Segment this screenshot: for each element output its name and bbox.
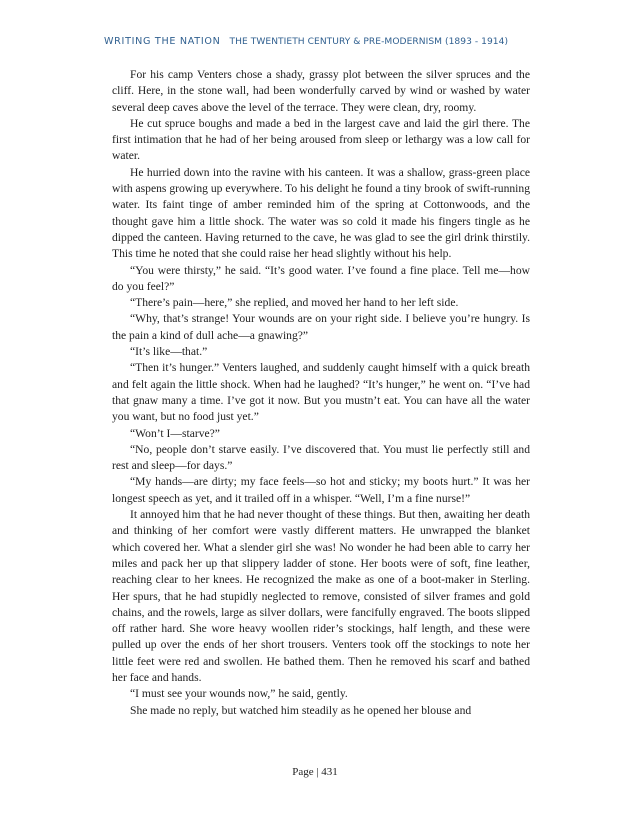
header-section: THE TWENTIETH CENTURY & PRE-MODERNISM (1893 - 1914) bbox=[229, 37, 509, 47]
running-header bbox=[104, 36, 544, 47]
paragraph: “You were thirsty,” he said. “It’s good water. I’ve found a fine place. Tell me—how do you feel?” bbox=[112, 263, 530, 293]
paragraph: He hurried down into the ravine with his canteen. It was a shallow, grass-green place with aspens growing up everywhere. To his delight he found a tiny brook of swift-running water. Its faint tinge of amber reminded him of the spring at Cottonwoods, and the thought gave him a little shock. The water was so cold it made his fingers tingle as he dipped the canteen. Having returned to the cave, he was glad to see the girl drink thirstily. This time he noted that she could raise her head slightly without his help. bbox=[112, 165, 530, 261]
paragraph: For his camp Venters chose a shady, grassy plot between the silver spruces and the cliff. Here, in the stone wall, had been wonderfully carved by wind or washed by water several deep caves above the level of the terrace. They were clean, dry, roomy. bbox=[112, 68, 530, 114]
paragraph: “Won’t I—starve?” bbox=[130, 426, 220, 440]
paragraph: “I must see your wounds now,” he said, gently. bbox=[130, 687, 348, 701]
paragraph: She made no reply, but watched him steadily as he opened her blouse and bbox=[130, 703, 472, 717]
header-series: WRITING THE NATION bbox=[104, 36, 221, 47]
paragraph: It annoyed him that he had never thought of these things. But then, awaiting her death and thinking of her comfort were vastly different matters. He unwrapped the blanket which covered her. What a slender girl she was! No wonder he had been able to carry her miles and pack her up that slippery ladder of stone. Her boots were of soft, fine leather, reaching clear to her knees. He recognized the make as one of a boot-maker in Sterling. Her spurs, that he had stupidly neglected to remove, consisted of silver frames and gold chains, and the rowels, large as silver dollars, were fancifully engraved. The boots slipped off rather hard. She wore heavy woollen rider’s stockings, half length, and these were pulled up over the ends of her short trousers. Venters took off the stockings to note her little feet were red and swollen. He bathed them. Then he removed his scarf and bathed her face and hands. bbox=[112, 508, 530, 684]
paragraph: “Then it’s hunger.” Venters laughed, and suddenly caught himself with a quick breath and felt again the little shock. When had he laughed? “It’s hunger,” he went on. “I’ve had that gnaw many a time. I’ve got it now. But you mustn’t eat. You can have all the water you want, but no food just yet.” bbox=[112, 361, 530, 424]
paragraph: “My hands—are dirty; my face feels—so hot and sticky; my boots hurt.” It was her longest speech as yet, and it trailed off in a whisper. “Well, I’m a fine nurse!” bbox=[112, 475, 530, 505]
paragraph: “Why, that’s strange! Your wounds are on your right side. I believe you’re hungry. Is the pain a kind of dull ache—a gnawing?” bbox=[112, 312, 530, 342]
page-number-footer: Page | 431 bbox=[292, 766, 338, 778]
paragraph: “It’s like—that.” bbox=[130, 345, 208, 359]
page-body-text bbox=[112, 67, 530, 719]
paragraph: He cut spruce boughs and made a bed in the largest cave and laid the girl there. The first intimation that he had of her being aroused from sleep or lethargy was a low call for water. bbox=[112, 116, 530, 163]
paragraph: “There’s pain—here,” she replied, and moved her hand to her left side. bbox=[130, 296, 459, 310]
paragraph: “No, people don’t starve easily. I’ve discovered that. You must lie perfectly still and rest and sleep—for days.” bbox=[112, 442, 530, 473]
